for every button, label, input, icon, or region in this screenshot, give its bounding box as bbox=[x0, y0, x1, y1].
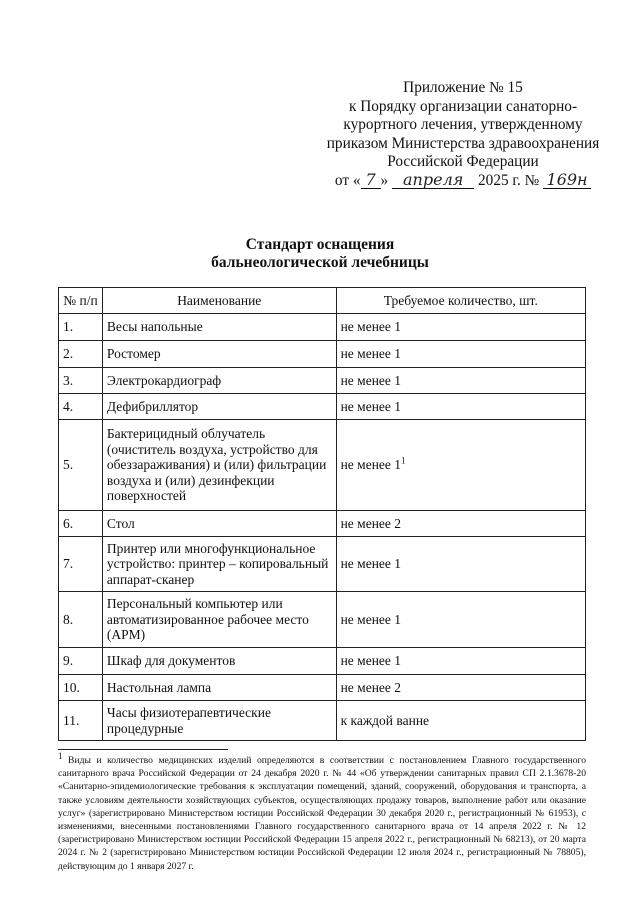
equipment-table bbox=[58, 287, 586, 741]
footnote-divider bbox=[58, 749, 228, 750]
row-quantity: не менее 1 bbox=[336, 341, 585, 368]
date-year: 2025 г. № bbox=[478, 171, 540, 189]
row-name: Шкаф для документов bbox=[102, 648, 336, 675]
footnote-text: Виды и количество медицинских изделий определяются в соответствии с постановлением Главного государственного санитарного врача Российской Федерации от 24 декабря 2020 г. № 44 «Об утверждении санитарных правил СП 2.1.3678-20 «Санитарно-эпидемиологические требования к эксплуатации помещений, зданий, сооружений, оборудования и транспорта, а также условиям деятельности хозяйствующих субъектов, осуществляющих продажу товаров, выполнение работ или оказание услуг» (зарегистрировано Министерством юстиции Российской Федерации 30 декабря 2020 г., регистрационный № 61953), с изменениями, внесенными постановлениями Главного государственного санитарного врача от 14 апреля 2022 г. № 12 (зарегистрировано Министерством юстиции Российской Федерации 15 апреля 2022 г., регистрационный № 68213), от 20 марта 2024 г. № 2 (зарегистрировано Министерством юстиции Российской Федерации 12 июля 2024 г., регистрационный № 78805), действующим до 1 января 2027 г. bbox=[58, 755, 586, 872]
row-quantity: не менее 1 bbox=[336, 537, 585, 592]
table-row bbox=[59, 341, 586, 368]
table-row bbox=[59, 420, 586, 511]
row-number: 10. bbox=[59, 675, 103, 701]
row-quantity: не менее 1 bbox=[336, 394, 585, 420]
row-name: Весы напольные bbox=[102, 314, 336, 341]
title-line-2: бальнеологической лечебницы bbox=[211, 254, 429, 271]
handwritten-day: 7 bbox=[361, 172, 381, 189]
header-name: Наименование bbox=[102, 288, 336, 314]
row-number: 8. bbox=[59, 592, 103, 648]
header-quantity: Требуемое количество, шт. bbox=[336, 288, 585, 314]
table-header-row bbox=[59, 288, 586, 314]
row-number: 1. bbox=[59, 314, 103, 341]
table-row bbox=[59, 368, 586, 394]
footnote bbox=[58, 750, 586, 873]
row-number: 6. bbox=[59, 511, 103, 537]
table-row bbox=[59, 701, 586, 741]
row-quantity: не менее 1 bbox=[336, 314, 585, 341]
appendix-line: приказом Министерства здравоохранения bbox=[326, 134, 600, 152]
row-quantity: не менее 1 bbox=[336, 592, 585, 648]
row-quantity: не менее 2 bbox=[336, 675, 585, 701]
appendix-line: курортного лечения, утвержденному bbox=[343, 116, 583, 134]
handwritten-order-number: 169н bbox=[543, 172, 591, 189]
row-name: Дефибриллятор bbox=[102, 394, 336, 420]
row-name: Стол bbox=[102, 511, 336, 537]
date-mid: » bbox=[380, 171, 389, 189]
row-quantity: к каждой ванне bbox=[336, 701, 585, 741]
table-row bbox=[59, 537, 586, 592]
row-number: 5. bbox=[59, 420, 103, 511]
table-row bbox=[59, 511, 586, 537]
order-date-line bbox=[318, 169, 608, 191]
appendix-line: Российской Федерации bbox=[387, 153, 539, 171]
row-name: Принтер или многофункциональное устройство: принтер – копировальный аппарат-сканер bbox=[102, 537, 336, 592]
footnote-mark: 1 bbox=[58, 750, 63, 761]
row-name: Ростомер bbox=[102, 341, 336, 368]
appendix-title: Приложение № 15 bbox=[403, 79, 523, 96]
header-number: № п/п bbox=[59, 288, 103, 314]
table-row bbox=[59, 648, 586, 675]
table-row bbox=[59, 675, 586, 701]
date-prefix: от « bbox=[334, 171, 361, 189]
row-quantity-cell bbox=[336, 420, 585, 511]
appendix-line: к Порядку организации санаторно- bbox=[348, 97, 578, 115]
table-row bbox=[59, 394, 586, 420]
row-name: Электрокардиограф bbox=[102, 368, 336, 394]
title-line-1: Стандарт оснащения bbox=[245, 236, 395, 253]
table-row bbox=[59, 592, 586, 648]
row-number: 11. bbox=[59, 701, 103, 741]
row-number: 9. bbox=[59, 648, 103, 675]
row-number: 2. bbox=[59, 341, 103, 368]
row-quantity: не менее 1 bbox=[336, 368, 585, 394]
handwritten-month: апреля bbox=[392, 172, 474, 189]
row-number: 7. bbox=[59, 537, 103, 592]
table-row bbox=[59, 314, 586, 341]
row-name: Персональный компьютер или автоматизированное рабочее место (АРМ) bbox=[102, 592, 336, 648]
row-quantity: не менее 2 bbox=[336, 511, 585, 537]
row-quantity: не менее 1 bbox=[336, 648, 585, 675]
document-title bbox=[0, 236, 640, 272]
row-number: 4. bbox=[59, 394, 103, 420]
row-number: 3. bbox=[59, 368, 103, 394]
footnote-ref: 1 bbox=[401, 455, 406, 466]
row-name: Бактерицидный облучатель (очиститель воздуха, устройство для обеззараживания) и (или) фильтрации воздуха и (или) дезинфекции поверхностей bbox=[102, 420, 336, 511]
row-quantity: не менее 1 bbox=[340, 457, 402, 473]
row-name: Часы физиотерапевтические процедурные bbox=[102, 701, 336, 741]
row-name: Настольная лампа bbox=[102, 675, 336, 701]
appendix-header bbox=[318, 79, 608, 191]
